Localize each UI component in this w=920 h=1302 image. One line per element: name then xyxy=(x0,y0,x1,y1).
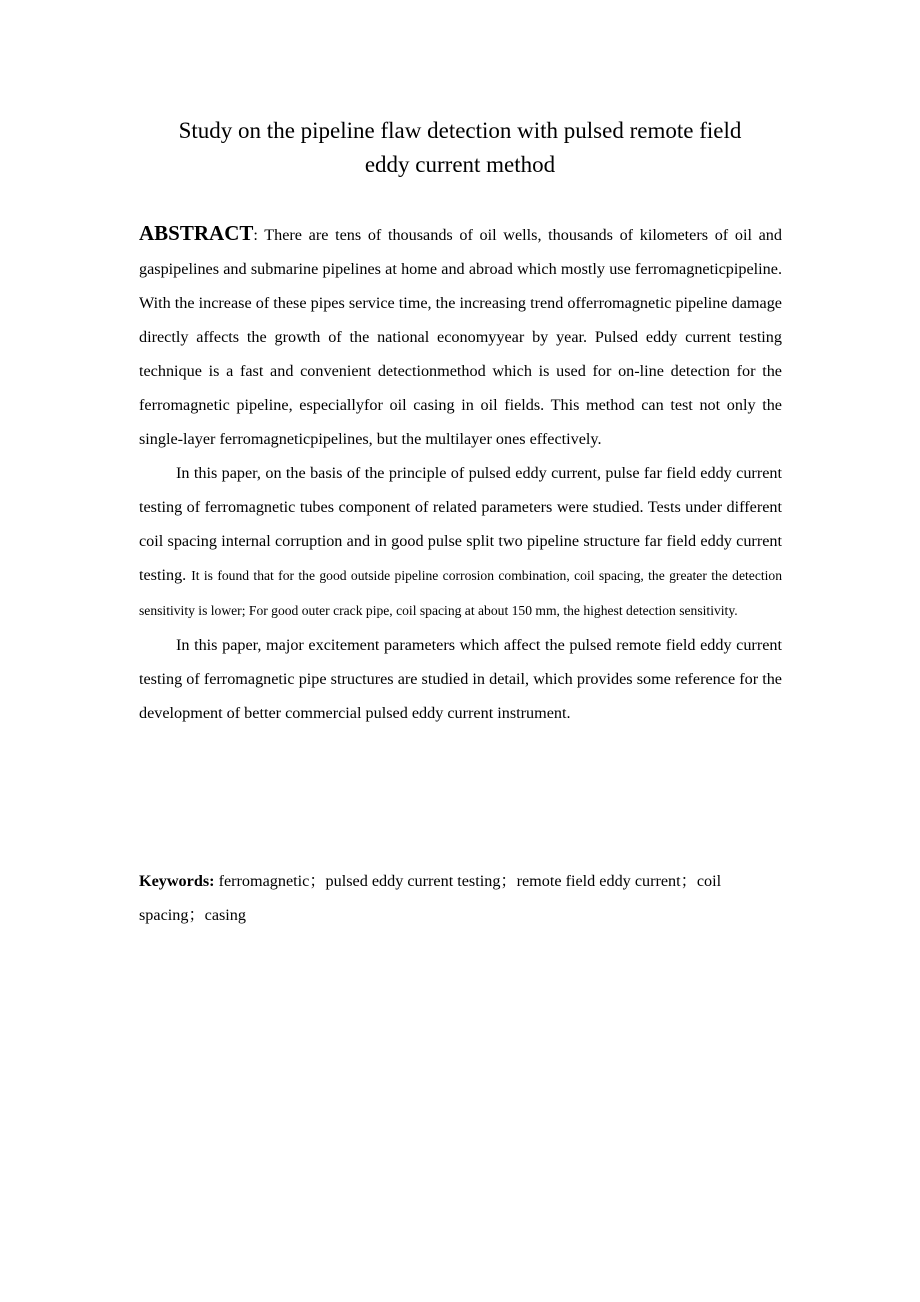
abstract-body xyxy=(139,216,782,730)
abstract-label: ABSTRACT xyxy=(139,221,254,245)
abstract-paragraph-2 xyxy=(139,456,782,628)
title-line-1: Study on the pipeline flaw detection with pulsed remote field xyxy=(178,118,742,143)
title-line-2: eddy current method xyxy=(364,152,556,177)
abstract-colon: : xyxy=(253,226,258,244)
abstract-text-2: In this paper, on the basis of the principle of pulsed eddy current, pulse far field eddy current testing of ferromagnetic tubes component of related parameters were studied. Tests under different coil spacing internal corruption and in good pulse split two pipeline structure far field eddy current testing. xyxy=(139,464,782,584)
paper-title xyxy=(100,114,820,182)
abstract-text-1: There are tens of thousands of oil wells, thousands of kilometers of oil and gaspipelines and submarine pipelines at home and abroad which mostly use ferromagneticpipeline. With the increase of these pipes service time, the increasing trend offerromagnetic pipeline damage directly affects the growth of the national economyyear by year. Pulsed eddy current testing technique is a fast and convenient detectionmethod which is used for on-line detection for the ferromagnetic pipeline, especiallyfor oil casing in oil fields. This method can test not only the single-layer ferromagneticpipelines, but the multilayer ones effectively. xyxy=(139,226,782,448)
abstract-paragraph-1 xyxy=(139,216,782,456)
keywords-section xyxy=(139,864,782,932)
keywords-label: Keywords: xyxy=(139,872,215,890)
abstract-text-2-findings: It is found that for the good outside pipeline corrosion combination, coil spacing, the greater the detection sensitivity is lower; For good outer crack pipe, coil spacing at about 150 mm, the highest detection sensitivity. xyxy=(139,568,783,618)
abstract-paragraph-3: In this paper, major excitement parameters which affect the pulsed remote field eddy current testing of ferromagnetic pipe structures are studied in detail, which provides some reference for the development of better commercial pulsed eddy current instrument. xyxy=(139,636,782,722)
keywords-text: ferromagnetic；pulsed eddy current testing；remote field eddy current；coil spacing；casing xyxy=(139,872,722,924)
